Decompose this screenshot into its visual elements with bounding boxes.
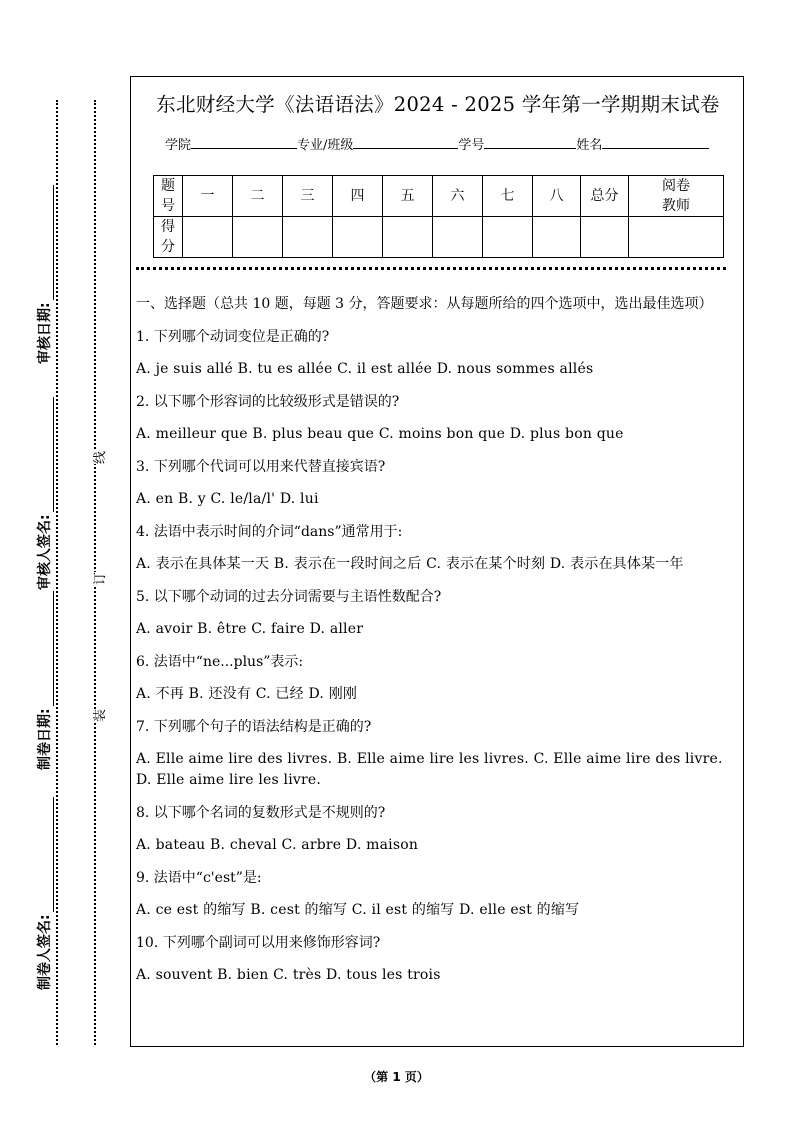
question-options: A. en B. y C. le/la/l' D. lui: [136, 491, 319, 507]
cut-line-char-xian: 线: [86, 451, 111, 464]
score-cell[interactable]: [283, 217, 333, 258]
question-stem: 2. 以下哪个形容词的比较级形式是错误的?: [136, 394, 400, 410]
review-date-blank[interactable]: [39, 185, 54, 300]
score-col-header: 二: [233, 176, 283, 217]
score-row-label: [154, 217, 183, 258]
cut-line-char-ding: 订: [86, 572, 111, 585]
exam-content: [136, 294, 740, 986]
score-col-header: 三: [283, 176, 333, 217]
score-cell[interactable]: [383, 217, 433, 258]
question-item: [136, 315, 740, 380]
question-item: [136, 705, 740, 791]
score-cell[interactable]: [233, 217, 283, 258]
question-item: [136, 510, 740, 575]
total-score-cell[interactable]: [581, 217, 629, 258]
score-col-header: 五: [383, 176, 433, 217]
grader-line: 阅卷: [662, 178, 690, 194]
question-stem: 7. 下列哪个句子的语法结构是正确的?: [136, 719, 372, 735]
score-col-header: 六: [433, 176, 483, 217]
section-dotted-separator: [136, 267, 726, 270]
exam-paper-frame: [130, 76, 744, 1047]
question-stem: 1. 下列哪个动词变位是正确的?: [136, 329, 330, 345]
college-label: 学院: [165, 138, 192, 153]
score-col-header: 七: [483, 176, 533, 217]
prep-date-label: 制卷日期:: [37, 708, 53, 770]
score-table-score-row: [154, 217, 724, 258]
label-char: 得: [161, 219, 175, 235]
review-date-field: [34, 185, 54, 364]
score-cell[interactable]: [483, 217, 533, 258]
question-item: [136, 921, 740, 986]
signature-dotted-line: [56, 100, 58, 1045]
grader-line: 教师: [662, 198, 690, 214]
preparer-sign-label: 制卷人签名:: [37, 914, 53, 990]
question-stem: 8. 以下哪个名词的复数形式是不规则的?: [136, 805, 386, 821]
major-label: 专业/班级: [297, 138, 354, 153]
prep-date-blank[interactable]: [39, 591, 54, 706]
score-table-header-row: [154, 176, 724, 217]
reviewer-sign-label: 审核人签名:: [37, 514, 53, 590]
question-stem: 5. 以下哪个动词的过去分词需要与主语性数配合?: [136, 589, 442, 605]
question-options: A. meilleur que B. plus beau que C. moins bon que D. plus bon que: [136, 426, 624, 442]
question-item: [136, 575, 740, 640]
question-number-label: [154, 176, 183, 217]
section-heading: 一、选择题（总共 10 题，每题 3 分，答题要求：从每题所给的四个选项中，选出最佳选项）: [136, 296, 713, 312]
question-options: A. souvent B. bien C. très D. tous les trois: [136, 967, 441, 983]
question-item: [136, 445, 740, 510]
question-options: A. 不再 B. 还没有 C. 已经 D. 刚刚: [136, 686, 358, 702]
preparer-sign-field: [34, 797, 54, 990]
question-stem: 9. 法语中“c'est”是:: [136, 870, 262, 886]
question-options: A. avoir B. être C. faire D. aller: [136, 621, 364, 637]
score-table: [153, 175, 724, 258]
student-id-blank[interactable]: [484, 135, 576, 149]
question-options: A. Elle aime lire des livres. B. Elle aime lire les livres. C. Elle aime lire des livre. D. Elle aime lire les livre.: [136, 751, 723, 788]
reviewer-sign-field: [34, 397, 54, 590]
cut-line-char-zhuang: 装: [86, 709, 111, 722]
label-char: 分: [161, 239, 175, 255]
reviewer-sign-blank[interactable]: [39, 397, 54, 512]
grader-header: [629, 176, 724, 217]
student-info-fields: [165, 134, 725, 153]
score-col-header: 八: [533, 176, 581, 217]
question-item: [136, 640, 740, 705]
total-score-header: 总分: [581, 176, 629, 217]
score-cell[interactable]: [533, 217, 581, 258]
major-blank[interactable]: [353, 135, 458, 149]
student-id-label: 学号: [458, 138, 485, 153]
score-cell[interactable]: [433, 217, 483, 258]
grader-cell[interactable]: [629, 217, 724, 258]
question-item: [136, 856, 740, 921]
preparer-sign-blank[interactable]: [39, 797, 54, 912]
question-stem: 3. 下列哪个代词可以用来代替直接宾语?: [136, 459, 386, 475]
question-stem: 10. 下列哪个副词可以用来修饰形容词?: [136, 935, 381, 951]
score-cell[interactable]: [333, 217, 383, 258]
question-item: [136, 380, 740, 445]
question-options: A. bateau B. cheval C. arbre D. maison: [136, 837, 419, 853]
exam-title: 东北财经大学《法语语法》2024 - 2025 学年第一学期期末试卷: [156, 93, 720, 116]
score-cell[interactable]: [183, 217, 233, 258]
prep-date-field: [34, 591, 54, 770]
question-item: [136, 791, 740, 856]
name-blank[interactable]: [602, 135, 709, 149]
name-label: 姓名: [576, 138, 603, 153]
question-stem: 4. 法语中表示时间的介词“dans”通常用于:: [136, 524, 403, 540]
score-col-header: 一: [183, 176, 233, 217]
question-options: A. je suis allé B. tu es allée C. il est allée D. nous sommes allés: [136, 361, 594, 377]
score-col-header: 四: [333, 176, 383, 217]
page-number: （第 1 页）: [364, 1070, 429, 1084]
question-options: A. 表示在具体某一天 B. 表示在一段时间之后 C. 表示在某个时刻 D. 表示在具体某一年: [136, 556, 684, 572]
label-char: 号: [161, 198, 175, 214]
question-options: A. ce est 的缩写 B. cest 的缩写 C. il est 的缩写 D. elle est 的缩写: [136, 902, 580, 918]
college-blank[interactable]: [191, 135, 297, 149]
review-date-label: 审核日期:: [37, 302, 53, 364]
question-stem: 6. 法语中“ne...plus”表示:: [136, 654, 304, 670]
label-char: 题: [161, 178, 175, 194]
